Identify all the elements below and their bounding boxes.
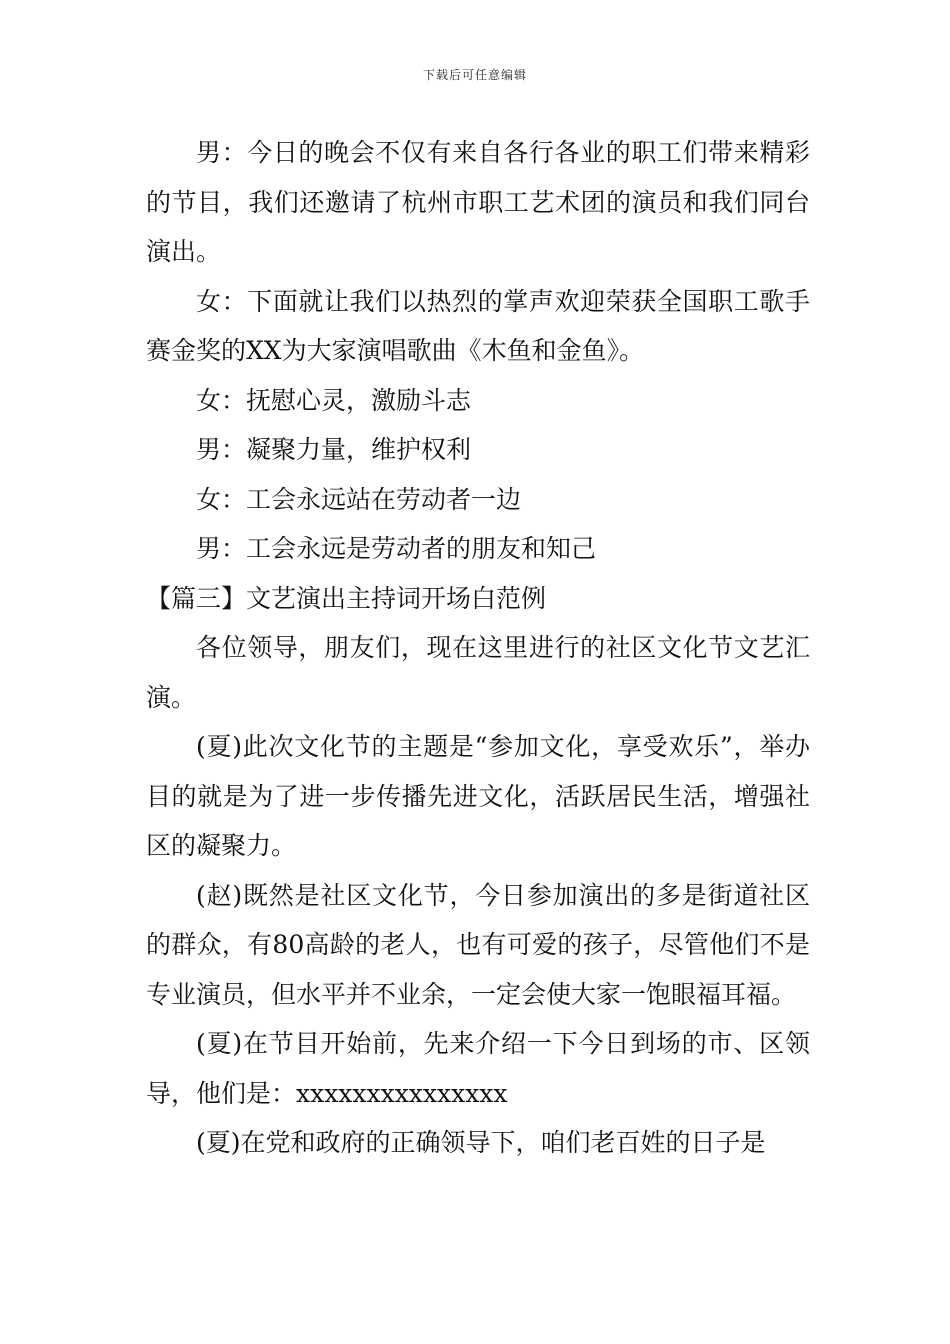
- paragraph: 女：下面就让我们以热烈的掌声欢迎荣获全国职工歌手赛金奖的XX为大家演唱歌曲《木鱼和金鱼》。: [146, 286, 810, 365]
- paragraph: 女：抚慰心灵，激励斗志: [196, 385, 472, 415]
- paragraph: 男：凝聚力量，维护权利: [196, 435, 472, 464]
- paragraph: (赵)既然是社区文化节，今日参加演出的多是街道社区的群众，有80高龄的老人，也有可爱的孩子，尽管他们不是专业演员，但水平并不业余，一定会使大家一饱眼福耳福。: [146, 880, 810, 1009]
- paragraph: (夏)在节目开始前，先来介绍一下今日到场的市、区领导，他们是：xxxxxxxxxxxxxxx: [146, 1029, 810, 1108]
- paragraph: 男：工会永远是劳动者的朋友和知己: [196, 534, 597, 563]
- paragraph: 女：工会永远站在劳动者一边: [196, 484, 522, 514]
- paragraph: (夏)此次文化节的主题是“参加文化，享受欢乐”，举办目的就是为了进一步传播先进文化，活跃居民生活，增强社区的凝聚力。: [146, 732, 810, 860]
- page-header: 下载后可任意编辑: [422, 68, 527, 82]
- section-heading: 【篇三】文艺演出主持词开场白范例: [146, 583, 547, 613]
- paragraph: 各位领导，朋友们，现在这里进行的社区文化节文艺汇演。: [146, 633, 810, 712]
- document-body: [146, 128, 810, 1168]
- paragraph: 男：今日的晚会不仅有来自各行各业的职工们带来精彩的节目，我们还邀请了杭州市职工艺术团的演员和我们同台演出。: [146, 138, 810, 266]
- paragraph: (夏)在党和政府的正确领导下，咱们老百姓的日子是: [196, 1128, 766, 1157]
